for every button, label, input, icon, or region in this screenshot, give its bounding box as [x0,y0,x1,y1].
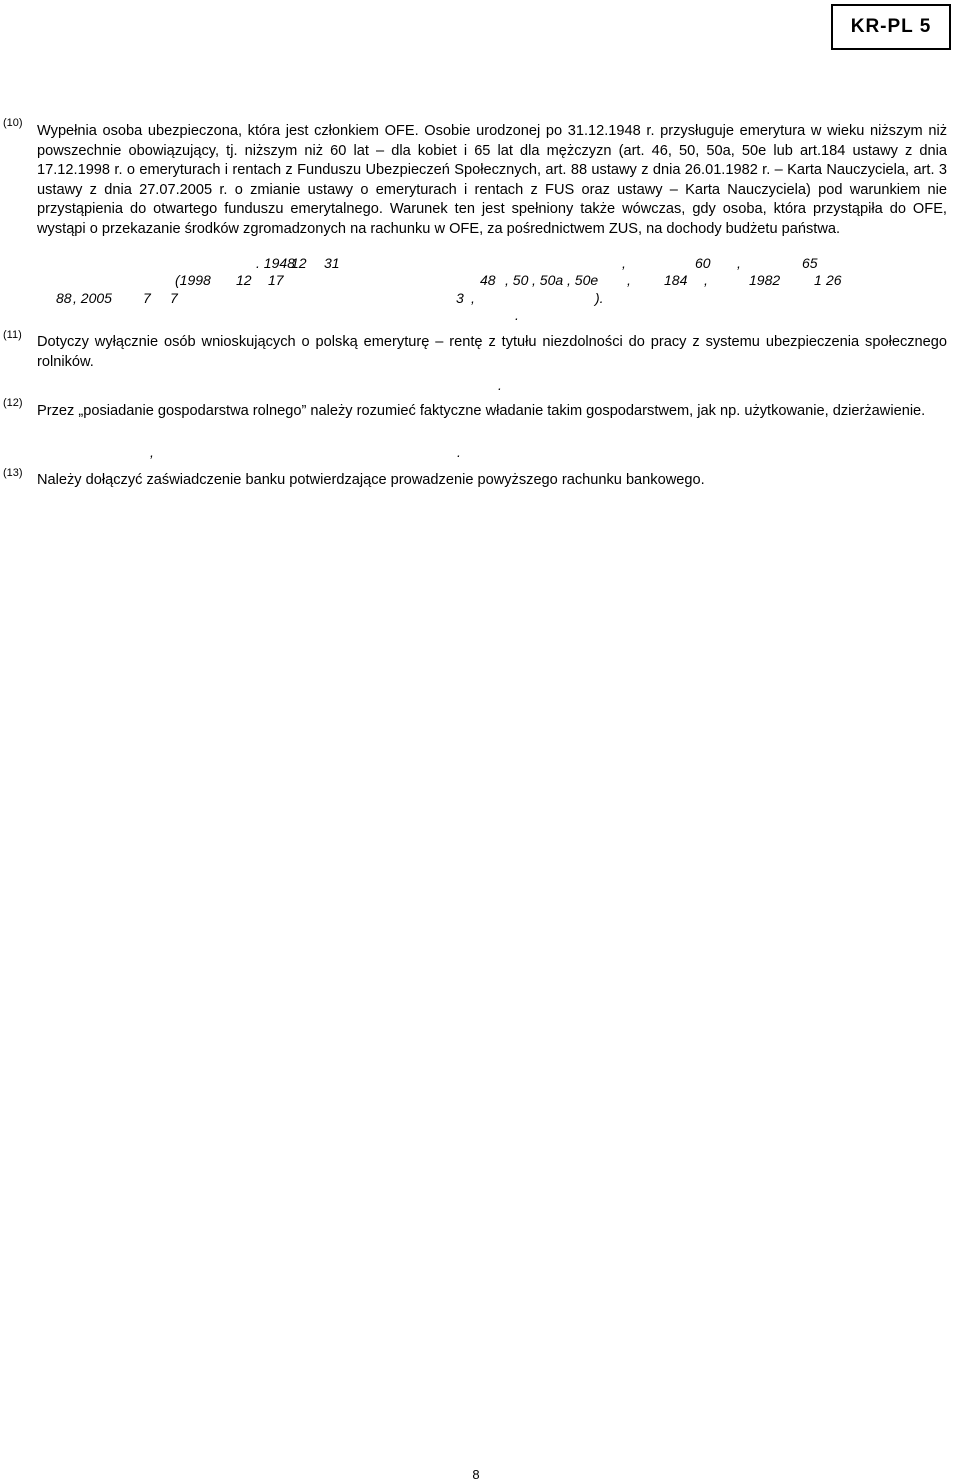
fragment: 7 [170,290,178,306]
fragment: 88 [56,290,72,306]
fragment: , 50a [532,272,564,288]
page-number: 8 [472,1467,480,1482]
fragment: , [737,255,741,271]
fragment: . [515,307,519,323]
fragment: 7 [143,290,151,306]
fragment: , 50e [567,272,599,288]
fragment: , 2005 [73,290,112,306]
fragment: 17 [268,272,284,288]
fragment: , [150,444,154,460]
fragment: 48 [480,272,496,288]
fragment: 12 [291,255,307,271]
footnote-text-13: Należy dołączyć zaświadczenie banku potwierdzające prowadzenie powyższego rachunku bankowego. [37,472,705,488]
fragment: 184 [664,272,688,288]
footnote-text-12: Przez „posiadanie gospodarstwa rolnego” należy rozumieć faktyczne władanie takim gospodarstwem, jak np. użytkowanie, dzierżawienie. [37,403,926,419]
footnote-text-10: Wypełnia osoba ubezpieczona, która jest członkiem OFE. Osobie urodzonej po 31.12.1948 r. przysługuje emerytura w wieku niższym niż powszechnie obowiązujący, tj. niższym niż 60 lat – dla kobiet i 65 lat dla mężczyzn (art. 46, 50, 50a, 50e lub art.184 ustawy z dnia 17.12.1998 r. o emeryturach i rentach z Funduszu Ubezpieczeń Społecznych, art. 88 ustawy z dnia 26.01.1982 r. – Karta Nauczyciela, art. 3 ustawy z dnia 27.07.2005 r. o zmianie ustawy o emeryturach i rentach z FUS oraz ustawy – Karta Nauczyciela) pod warunkiem nie przystąpienia do otwartego funduszu emerytalnego. Warunek ten jest spełniony także wówczas, gdy osoba, która przystąpiła do OFE, wystąpi o przekazanie środków zgromadzonych na rachunku w OFE, za pośrednictwem ZUS, na dochody budżetu państwa. [37,123,947,237]
fragment: (1998 [175,272,211,288]
footnote-number-12: (12) [3,397,23,409]
fragment: , [627,272,631,288]
fragment: 12 [236,272,252,288]
fragment: . [457,444,461,460]
fragment: , [704,272,708,288]
fragment: , [471,290,475,306]
fragment: 31 [324,255,340,271]
fragment: 1 [814,272,822,288]
footnote-number-13: (13) [3,467,23,479]
fragment: 65 [802,255,818,271]
fragment: 60 [695,255,711,271]
fragment: . 1948 [256,255,295,271]
fragment: 26 [826,272,842,288]
fragment: 1982 [749,272,781,288]
footnote-number-10: (10) [3,117,23,129]
fragment: ). [595,290,604,306]
footnote-number-11: (11) [3,329,22,341]
fragment: 3 [456,290,464,306]
fragment: , 50 [505,272,529,288]
footnote-text-11: Dotyczy wyłącznie osób wnioskujących o polską emeryturę – rentę z tytułu niezdolności do pracy z systemu ubezpieczenia społecznego rolników. [37,334,947,370]
fragment: , [622,255,626,271]
fragment: . [498,377,502,393]
form-code-box: KR-PL 5 [831,4,951,50]
